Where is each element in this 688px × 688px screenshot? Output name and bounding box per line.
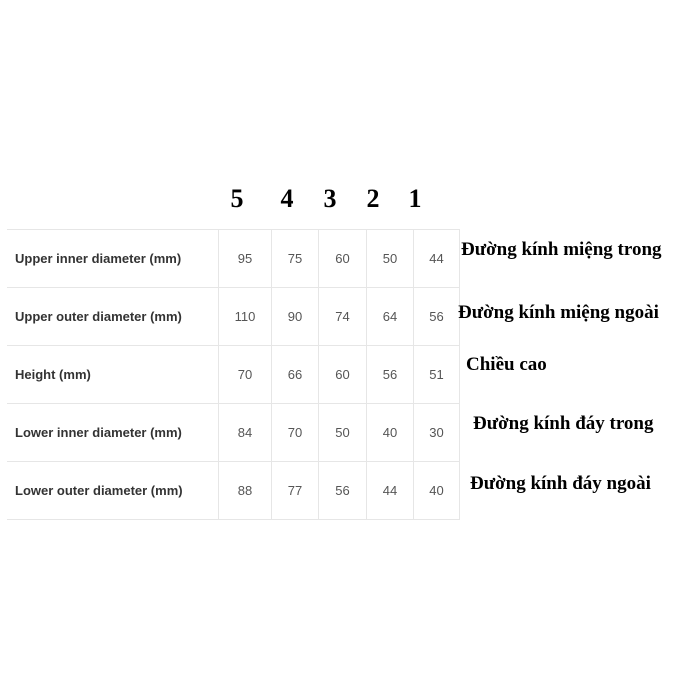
table-cell: 44 (367, 462, 414, 520)
size-header-2: 2 (366, 184, 380, 213)
table-cell: 40 (414, 462, 460, 520)
table-cell: 30 (414, 404, 460, 462)
table-row (7, 462, 460, 520)
row-label: Upper inner diameter (mm) (7, 230, 219, 288)
table-cell: 70 (219, 346, 272, 404)
table-cell: 64 (367, 288, 414, 346)
table-row (7, 230, 460, 288)
vietnamese-label-lower-inner: Đường kính đáy trong (473, 413, 654, 434)
table-cell: 60 (319, 346, 367, 404)
table-cell: 75 (272, 230, 319, 288)
vietnamese-label-upper-outer: Đường kính miệng ngoài (458, 302, 659, 323)
table-cell: 40 (367, 404, 414, 462)
table-cell: 110 (219, 288, 272, 346)
vietnamese-label-upper-inner: Đường kính miệng trong (461, 239, 662, 260)
row-label: Lower outer diameter (mm) (7, 462, 219, 520)
table-cell: 50 (319, 404, 367, 462)
size-table (7, 229, 460, 520)
table-row (7, 346, 460, 404)
table-cell: 90 (272, 288, 319, 346)
table-cell: 56 (414, 288, 460, 346)
table-cell: 50 (367, 230, 414, 288)
row-label: Upper outer diameter (mm) (7, 288, 219, 346)
table-row (7, 288, 460, 346)
table-cell: 66 (272, 346, 319, 404)
row-label: Lower inner diameter (mm) (7, 404, 219, 462)
vietnamese-label-lower-outer: Đường kính đáy ngoài (470, 473, 651, 494)
table-cell: 95 (219, 230, 272, 288)
vietnamese-label-height: Chiều cao (466, 354, 547, 375)
size-header-4: 4 (280, 184, 294, 213)
table-cell: 70 (272, 404, 319, 462)
table-row (7, 404, 460, 462)
size-header-5: 5 (230, 184, 244, 213)
table-cell: 51 (414, 346, 460, 404)
row-label: Height (mm) (7, 346, 219, 404)
table-cell: 56 (319, 462, 367, 520)
table-cell: 84 (219, 404, 272, 462)
table-cell: 44 (414, 230, 460, 288)
table-cell: 74 (319, 288, 367, 346)
size-header-1: 1 (408, 184, 422, 213)
table-cell: 77 (272, 462, 319, 520)
table-cell: 88 (219, 462, 272, 520)
table-cell: 60 (319, 230, 367, 288)
size-header-3: 3 (323, 184, 337, 213)
table-cell: 56 (367, 346, 414, 404)
